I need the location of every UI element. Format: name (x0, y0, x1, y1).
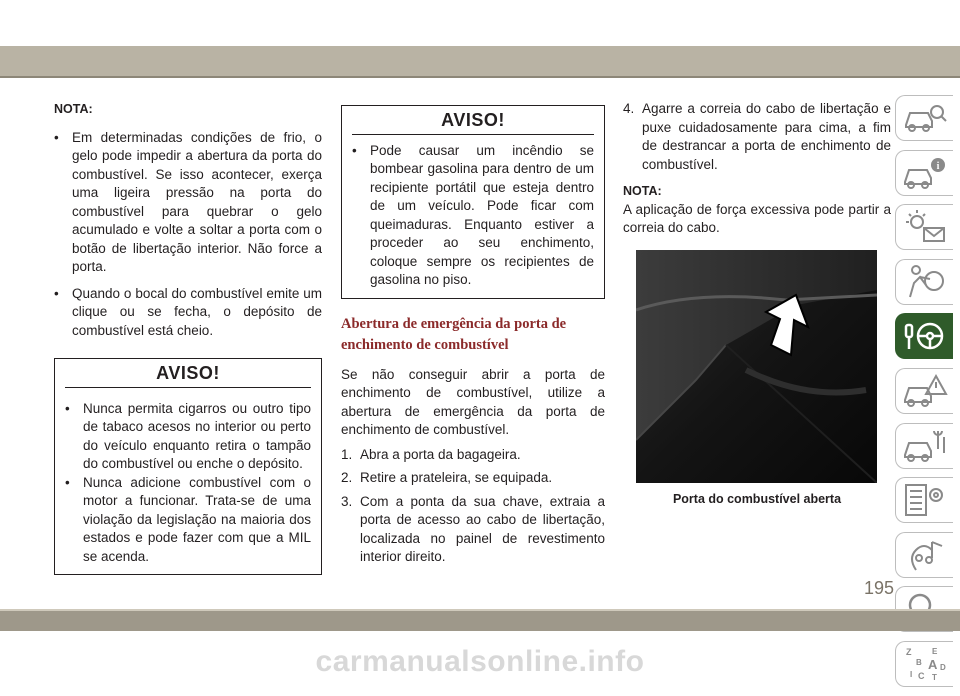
tab-car-search[interactable] (895, 95, 953, 141)
left-column (54, 100, 322, 575)
warning-bullet: • Nunca permita cigarros ou outro tipo de tabaco acesos no interior ou perto do veículo enquanto retira o tampão do combustível ou enche o depósito. (65, 400, 311, 474)
step-item (341, 446, 605, 465)
svg-text:Z: Z (905, 646, 911, 657)
car-search-icon (902, 99, 948, 137)
multimedia-icon (902, 536, 948, 574)
warning-title: AVISO! (352, 106, 594, 135)
warning-bullet: • Nunca adicione combustível com o motor a funcionar. Trata-se de uma violação da legislação na maioria dos estados e pode fazer com que a MIL se acenda. (65, 474, 311, 567)
svg-text:B: B (915, 657, 922, 667)
airbag-person-icon (902, 263, 948, 301)
svg-text:T: T (931, 672, 937, 682)
step-text: Retire a prateleira, se equipada. (360, 470, 553, 485)
note-text: A aplicação de força excessiva pode partir a correia do cabo. (623, 201, 891, 235)
car-info-icon (902, 154, 948, 192)
svg-text:C: C (917, 670, 924, 681)
warning-body (342, 135, 604, 298)
step-number: 3. (341, 493, 353, 509)
tab-multimedia[interactable] (895, 532, 953, 578)
intro-paragraph: Se não conseguir abrir a porta de enchimento de combustível, utilize a abertura de emergência da porta de enchimento de combustível. (341, 366, 605, 437)
footer-band (0, 611, 960, 631)
warning-body (55, 388, 321, 575)
warning-bullet: • Pode causar um incêndio se bombear gasolina para dentro de um recipiente portátil que esteja dentro de um veículo. Pode ficar com queimaduras. Enquanto estiver a proceder ao seu enchimento, coloque sempre os recipientes de gasolina no piso. (352, 142, 594, 290)
header-band (0, 46, 960, 76)
tab-airbag-person[interactable] (895, 259, 953, 305)
car-wrench-icon (902, 427, 948, 465)
key-steering-wheel-icon (902, 317, 948, 355)
svg-text:A: A (927, 656, 937, 672)
note-bullet: • Quando o bocal do combustível emite um clique ou se fecha, o depósito de combustível está cheio. (54, 285, 322, 341)
svg-text:I: I (909, 669, 912, 679)
section-heading: Abertura de emergência da porta de enchimento de combustível (341, 315, 567, 353)
warning-box (54, 358, 322, 575)
warning-box (341, 105, 605, 299)
step-text: Com a ponta da sua chave, extraia a porta de acesso ao cabo de libertação, localizada no painel de revestimento interior direito. (360, 493, 605, 564)
step-item (623, 100, 891, 174)
chapter-tabs (895, 95, 953, 696)
step-text: Abra a porta da bagageira. (360, 446, 521, 462)
middle-column (341, 100, 605, 572)
svg-text:D: D (939, 662, 946, 672)
tab-starting-operating[interactable] (895, 313, 953, 359)
light-message-icon (902, 208, 948, 246)
photo-caption: Porta do combustível aberta (672, 491, 842, 506)
svg-text:i: i (936, 160, 939, 172)
car-warning-icon (902, 372, 948, 410)
step-number: 2. (341, 470, 353, 485)
note-bullet: • Em determinadas condições de frio, o gelo pode impedir a abertura da porta do combustível. Se isso acontecer, exerça uma ligeira pressão na porta do combustível para quebrar o gelo acumulado e volte a soltar a porta com o botão de libertação interior. Não force a porta. (54, 129, 322, 277)
page-number: 195 (863, 578, 894, 598)
warning-title: AVISO! (65, 359, 311, 388)
note-label: NOTA: (54, 102, 93, 116)
header-rule (0, 76, 960, 78)
tab-car-info[interactable] (895, 150, 953, 196)
step-item (341, 469, 605, 488)
specifications-gear-icon (902, 481, 948, 519)
tab-light-message[interactable] (895, 204, 953, 250)
step-number: 1. (341, 446, 353, 462)
tab-car-service[interactable] (895, 423, 953, 469)
fuel-door-photo (636, 250, 877, 483)
step-number: 4. (623, 101, 635, 116)
note-label: NOTA: (623, 184, 662, 198)
step-item (341, 493, 605, 567)
svg-text:E: E (931, 646, 937, 656)
right-column (623, 100, 891, 508)
tab-car-warning[interactable] (895, 368, 953, 414)
watermark: carmanualsonline.info (315, 645, 645, 678)
tab-specifications[interactable] (895, 477, 953, 523)
step-text: Agarre a correia do cabo de libertação e puxe cuidadosamente para cima, a fim de destrancar a porta de enchimento de combustível. (642, 101, 891, 172)
